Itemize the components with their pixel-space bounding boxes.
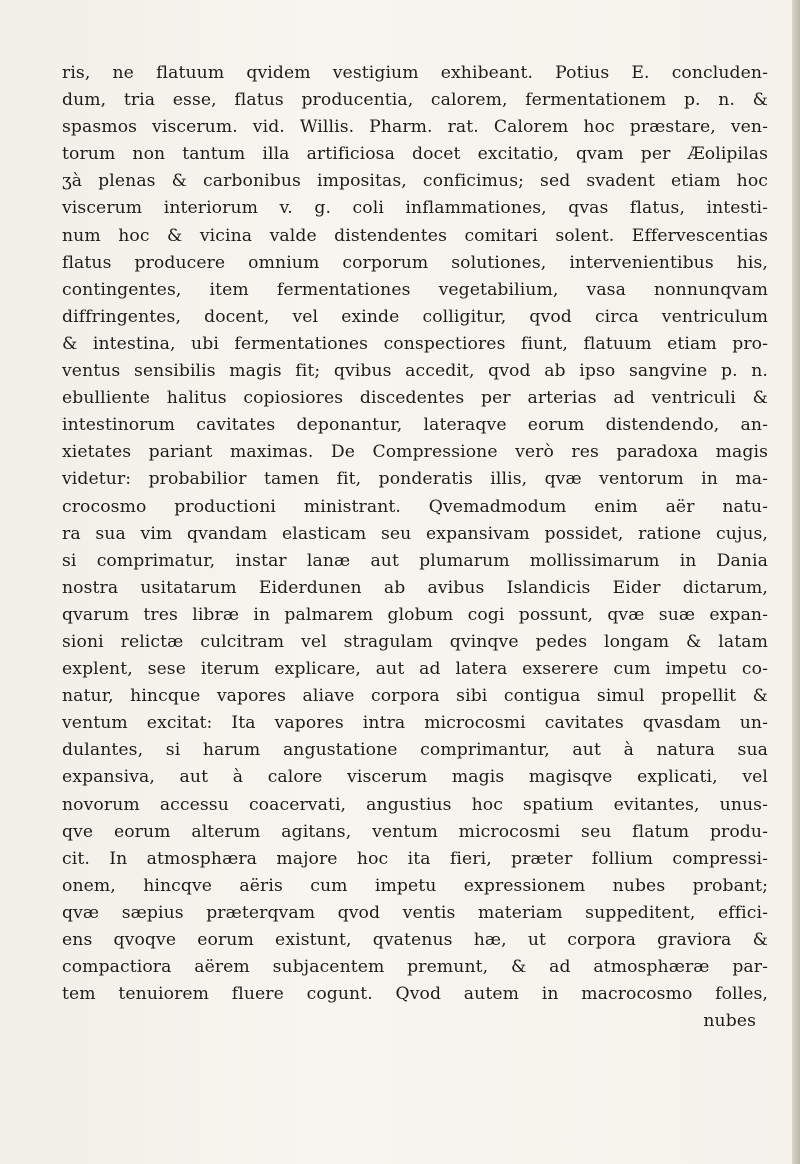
text-line: natur, hincque vapores aliave corpora sibi contigua simul propellit & bbox=[62, 686, 768, 707]
text-line: ris, ne flatuum qvidem vestigium exhibeant. Potius E. concluden- bbox=[62, 63, 768, 83]
text-line: onem, hincqve aëris cum impetu expressionem nubes probant; bbox=[62, 875, 768, 896]
text-line: contingentes, item fermentationes vegetabilium, vasa nonnunqvam bbox=[62, 279, 768, 300]
text-line: nostra usitatarum Eiderdunen ab avibus Islandicis Eider dictarum, bbox=[62, 577, 768, 598]
text-line: qvæ sæpius præterqvam qvod ventis materiam suppeditent, effici- bbox=[62, 902, 768, 923]
text-line: tem tenuiorem fluere cogunt. Qvod autem in macrocosmo folles, bbox=[62, 984, 768, 1005]
text-line: ʒà plenas & carbonibus impositas, conficimus; sed svadent etiam hoc bbox=[62, 171, 768, 192]
text-line: cit. In atmosphæra majore hoc ita fieri, præter follium compressi- bbox=[62, 848, 768, 869]
text-line: flatus producere omnium corporum solutiones, intervenientibus his, bbox=[62, 252, 768, 273]
text-line: explent, sese iterum explicare, aut ad latera exserere cum impetu co- bbox=[62, 659, 768, 680]
text-line: num hoc & vicina valde distendentes comitari solent. Effervescentias bbox=[62, 225, 768, 246]
text-line: qve eorum alterum agitans, ventum microcosmi seu flatum produ- bbox=[62, 821, 768, 842]
text-line: compactiora aërem subjacentem premunt, & ad atmosphæræ par- bbox=[62, 957, 768, 978]
text-line: xietates pariant maximas. De Compressione verò res paradoxa magis bbox=[62, 442, 768, 463]
text-line: si comprimatur, instar lanæ aut plumarum mollissimarum in Dania bbox=[62, 550, 768, 571]
text-line: novorum accessu coacervati, angustius hoc spatium evitantes, unus- bbox=[62, 794, 768, 815]
catchword: nubes bbox=[703, 1011, 756, 1032]
text-line: torum non tantum illa artificiosa docet excitatio, qvam per Æolipilas bbox=[62, 144, 768, 165]
text-line: expansiva, aut à calore viscerum magis magisqve explicati, vel bbox=[62, 767, 768, 788]
text-line: ra sua vim qvandam elasticam seu expansivam possidet, ratione cujus, bbox=[62, 523, 768, 544]
text-line: dulantes, si harum angustatione comprimantur, aut à natura sua bbox=[62, 740, 768, 761]
text-line: crocosmo productioni ministrant. Qvemadmodum enim aër natu- bbox=[62, 496, 768, 517]
body-text bbox=[62, 60, 768, 1035]
text-line: diffringentes, docent, vel exinde colligitur, qvod circa ventriculum bbox=[62, 306, 768, 327]
text-line: & intestina, ubi fermentationes conspectiores fiunt, flatuum etiam pro- bbox=[62, 333, 768, 354]
text-line: sioni relictæ culcitram vel stragulam qvinqve pedes longam & latam bbox=[62, 631, 768, 652]
text-line: spasmos viscerum. vid. Willis. Pharm. rat. Calorem hoc præstare, ven- bbox=[62, 117, 768, 138]
text-line: videtur: probabilior tamen fit, ponderatis illis, qvæ ventorum in ma- bbox=[62, 469, 768, 490]
text-line: qvarum tres libræ in palmarem globum cogi possunt, qvæ suæ expan- bbox=[62, 604, 768, 625]
text-line: intestinorum cavitates deponantur, lateraqve eorum distendendo, an- bbox=[62, 415, 768, 436]
text-line: viscerum interiorum v. g. coli inflammationes, qvas flatus, intesti- bbox=[62, 198, 768, 219]
text-line: ens qvoqve eorum existunt, qvatenus hæ, ut corpora graviora & bbox=[62, 930, 768, 950]
text-line: ebulliente halitus copiosiores discedentes per arterias ad ventriculi & bbox=[62, 388, 768, 409]
text-line: dum, tria esse, flatus producentia, calorem, fermentationem p. n. & bbox=[62, 90, 768, 111]
text-line: ventus sensibilis magis fit; qvibus accedit, qvod ab ipso sangvine p. n. bbox=[62, 361, 768, 382]
text-line: ventum excitat: Ita vapores intra microcosmi cavitates qvasdam un- bbox=[62, 713, 768, 734]
page-edge-shadow bbox=[792, 0, 800, 1164]
